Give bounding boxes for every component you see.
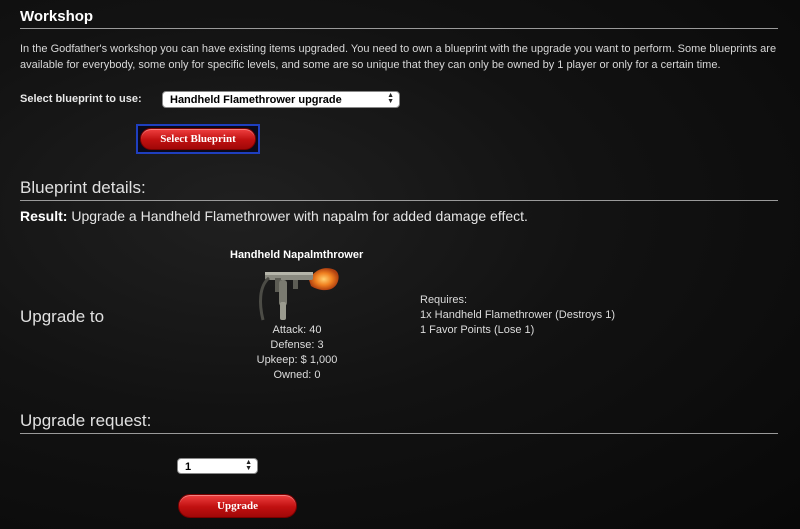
item-owned: Owned: 0: [273, 369, 321, 381]
updown-chevron-icon: ▲ ▼: [387, 92, 394, 105]
blueprint-select-value: Handheld Flamethrower upgrade: [170, 94, 342, 106]
result-line: [20, 208, 528, 224]
page-header: [20, 8, 778, 29]
item-upkeep: Upkeep: $ 1,000: [256, 354, 338, 366]
blueprint-details-heading: Blueprint details:: [20, 178, 778, 201]
upgrade-button[interactable]: Upgrade: [178, 494, 297, 518]
upgrade-request-heading: Upgrade request:: [20, 411, 778, 434]
requirements: [420, 293, 615, 338]
page-title: Workshop: [20, 8, 94, 25]
napalmthrower-weapon-icon: [257, 264, 342, 322]
select-blueprint-button[interactable]: Select Blueprint: [140, 128, 256, 150]
item-defense: Defense: 3: [270, 339, 324, 351]
result-text: Upgrade a Handheld Flamethrower with napalm for added damage effect.: [67, 208, 528, 224]
intro-text: In the Godfather's workshop you can have existing items upgraded. You need to own a blueprint with the upgrade you want to perform. Some blueprints are available for everybody, some only for specific levels, and some are so unique that they can only be owned by 1 player or only for a certain time.: [20, 43, 777, 71]
requirement-item: 1x Handheld Flamethrower (Destroys 1): [420, 309, 616, 321]
quantity-select-value: 1: [185, 461, 192, 473]
result-label: Result:: [20, 208, 68, 224]
upgrade-to-label: Upgrade to: [20, 307, 105, 326]
item-attack: Attack: 40: [272, 324, 322, 336]
blueprint-select-label: Select blueprint to use:: [20, 93, 142, 105]
requires-title: Requires:: [420, 294, 468, 306]
updown-chevron-icon: ▲ ▼: [245, 459, 252, 472]
blueprint-select[interactable]: [162, 91, 400, 108]
item-stats: [237, 323, 357, 383]
requirement-item: 1 Favor Points (Lose 1): [420, 324, 535, 336]
item-name: Handheld Napalmthrower: [230, 249, 364, 261]
quantity-select[interactable]: [177, 458, 258, 474]
